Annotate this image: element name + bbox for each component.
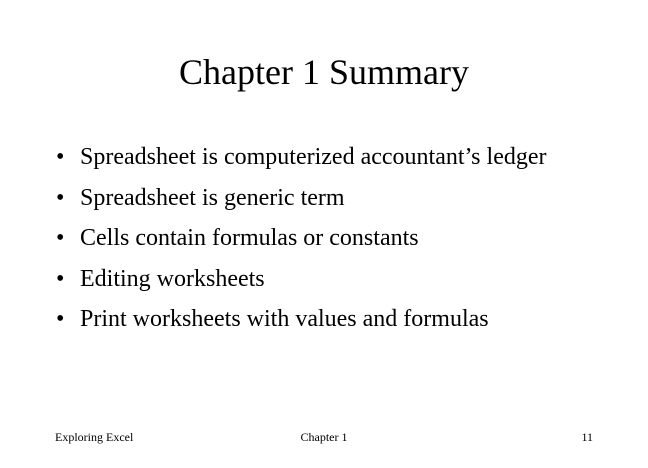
bullet-item — [56, 183, 616, 213]
bullet-list — [56, 142, 616, 345]
bullet-text: Editing worksheets — [80, 265, 265, 292]
bullet-text: Spreadsheet is computerized accountant’s ledger — [80, 144, 547, 170]
bullet-icon: • — [56, 225, 65, 251]
bullet-icon: • — [56, 306, 65, 332]
slide-title: Chapter 1 Summary — [179, 52, 469, 92]
bullet-icon: • — [56, 184, 65, 211]
bullet-text: Spreadsheet is generic term — [80, 184, 345, 211]
bullet-icon: • — [56, 144, 65, 170]
bullet-item — [56, 304, 616, 334]
bullet-item — [56, 264, 616, 294]
bullet-icon: • — [56, 265, 65, 292]
bullet-item — [56, 142, 616, 172]
page-number: 11 — [581, 430, 593, 444]
footer-left-label: Exploring Excel — [55, 430, 134, 444]
bullet-text: Print worksheets with values and formulas — [80, 306, 489, 332]
bullet-text: Cells contain formulas or constants — [80, 225, 419, 251]
bullet-item — [56, 223, 616, 253]
footer-chapter-label: Chapter 1 — [300, 430, 348, 444]
